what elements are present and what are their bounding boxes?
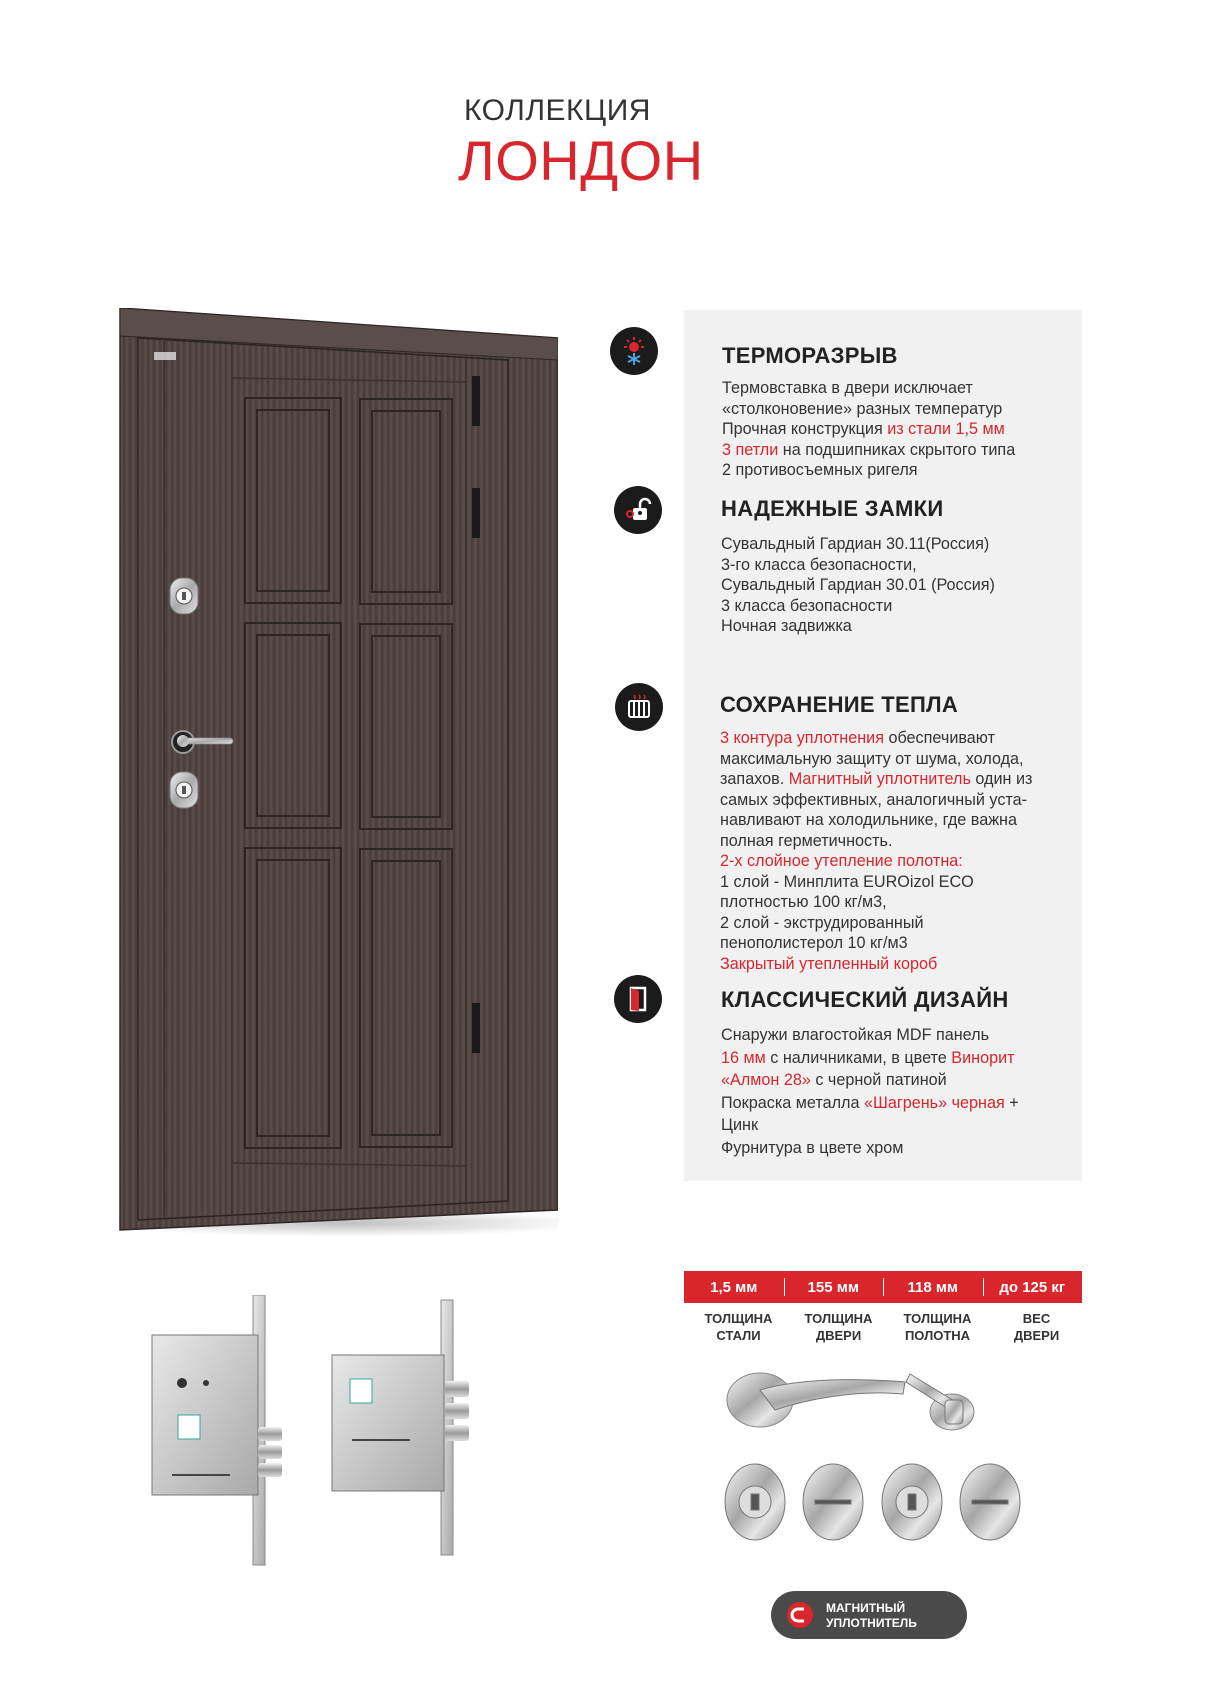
feature-text-design (721, 1024, 1019, 1160)
hardware-image (720, 1360, 1060, 1545)
feature-line (721, 616, 995, 637)
spec-label-door-thickness: ТОЛЩИНА ДВЕРИ (804, 1311, 873, 1343)
feature-line (720, 933, 1032, 954)
body-text: максимальную защиту от шума, холода, (720, 749, 1024, 768)
feature-line (721, 596, 995, 617)
feature-line (721, 1092, 1019, 1115)
collection-label: КОЛЛЕКЦИЯ (464, 94, 651, 127)
body-text: полная герметичность. (720, 831, 893, 850)
body-text: Снаружи влагостойкая MDF панель (721, 1026, 990, 1044)
body-text: + (1004, 1093, 1019, 1112)
feature-text-thermal (722, 378, 1015, 481)
feature-text-locks (721, 534, 995, 637)
feature-line (720, 954, 1032, 975)
body-text: пенополистерол 10 кг/м3 (720, 934, 908, 952)
highlight-text: 2-х слойное утепление полотна: (720, 852, 963, 870)
spec-value-steel: 1,5 мм (710, 1278, 758, 1296)
spec-value-door-thickness: 155 мм (784, 1271, 884, 1303)
feature-line (721, 1047, 1019, 1070)
highlight-text: из стали 1,5 мм (887, 420, 1005, 438)
magnet-icon (787, 1602, 813, 1628)
feature-line (720, 913, 1032, 934)
body-text: Сувальдный Гардиан 30.01 (Россия) (721, 576, 995, 594)
feature-line (722, 460, 1015, 481)
feature-title-heat: СОХРАНЕНИЕ ТЕПЛА (720, 692, 959, 717)
feature-line (720, 749, 1032, 770)
feature-text-heat (720, 728, 1032, 974)
feature-line (721, 1024, 1019, 1047)
body-text: запахов. (720, 770, 789, 788)
body-text: Цинк (721, 1116, 759, 1135)
highlight-text: Магнитный уплотнитель (788, 770, 971, 788)
body-text: Ночная задвижка (721, 617, 852, 635)
body-text: плотностью 100 кг/м3, (720, 893, 887, 911)
highlight-text: 16 мм (721, 1048, 766, 1067)
body-text: обеспечивают (883, 729, 995, 747)
highlight-text: «Алмон 28» (721, 1071, 811, 1090)
feature-line (722, 440, 1015, 461)
feature-line (720, 872, 1032, 893)
lock-mechanisms-image (120, 1295, 500, 1570)
feature-line (722, 399, 1015, 420)
feature-line (721, 1069, 1019, 1092)
body-text: с черной патиной (810, 1071, 947, 1090)
feature-line (722, 419, 1015, 440)
radiator-icon (615, 683, 663, 731)
magnetic-seal-label: МАГНИТНЫЙ УПЛОТНИТЕЛЬ (826, 1601, 917, 1630)
highlight-text: 3 петли (722, 440, 779, 459)
padlock-icon (614, 486, 662, 534)
highlight-text: Винорит (951, 1048, 1015, 1067)
body-text: 3 класса безопасности (721, 596, 893, 615)
body-text: с наличниками, в цвете (765, 1048, 952, 1067)
feature-line (722, 378, 1015, 399)
body-text: Фурнитура в цвете хром (721, 1138, 904, 1157)
feature-title-thermal: ТЕРМОРАЗРЫВ (722, 343, 898, 368)
feature-line (721, 575, 995, 596)
feature-line (720, 728, 1032, 749)
spec-value-weight: до 125 кг (983, 1271, 1083, 1303)
magnetic-seal-badge (771, 1591, 967, 1639)
feature-line (720, 810, 1032, 831)
door-image (118, 308, 558, 1240)
spec-label-leaf-thickness: ТОЛЩИНА ПОЛОТНА (903, 1311, 972, 1343)
feature-title-locks: НАДЕЖНЫЕ ЗАМКИ (721, 496, 944, 521)
body-text: 1 слой - Минплита EUROizol ECO (720, 872, 974, 891)
feature-line (720, 892, 1032, 913)
feature-line (721, 555, 995, 576)
body-text: на подшипниках скрытого типа (778, 440, 1016, 459)
feature-line (720, 851, 1032, 872)
collection-name: ЛОНДОН (458, 129, 704, 192)
highlight-text: Закрытый утепленный короб (720, 954, 938, 973)
body-text: 3-го класса безопасности, (721, 555, 917, 574)
feature-line (721, 534, 995, 555)
body-text: Термовставка в двери исключает (722, 379, 973, 397)
spec-label-steel: ТОЛЩИНА СТАЛИ (704, 1311, 773, 1343)
feature-line (720, 831, 1032, 852)
spec-value-leaf-thickness: 118 мм (883, 1271, 983, 1303)
spec-bar (684, 1271, 1082, 1303)
body-text: Покраска металла (721, 1093, 864, 1112)
feature-line (720, 769, 1032, 790)
body-text: Прочная конструкция (722, 420, 888, 438)
spec-label-weight: ВЕС ДВЕРИ (1013, 1311, 1060, 1343)
feature-line (721, 1137, 1019, 1160)
body-text: самых эффективных, аналогичный уста- (720, 790, 1028, 809)
door-icon (614, 975, 662, 1023)
feature-line (721, 1114, 1019, 1137)
thermal-break-icon (610, 327, 658, 375)
feature-line (720, 790, 1032, 811)
body-text: 2 слой - экструдированный (720, 913, 924, 932)
feature-title-design: КЛАССИЧЕСКИЙ ДИЗАЙН (721, 987, 1009, 1012)
body-text: 2 противосъемных ригеля (722, 461, 918, 479)
body-text: навливают на холодильнике, где важна (720, 811, 1017, 829)
body-text: «столконовение» разных температур (722, 399, 1003, 418)
highlight-text: «Шагрень» черная (863, 1093, 1005, 1112)
body-text: Сувальдный Гардиан 30.11(Россия) (721, 535, 990, 553)
highlight-text: 3 контура уплотнения (720, 729, 884, 747)
body-text: один из (970, 770, 1033, 788)
